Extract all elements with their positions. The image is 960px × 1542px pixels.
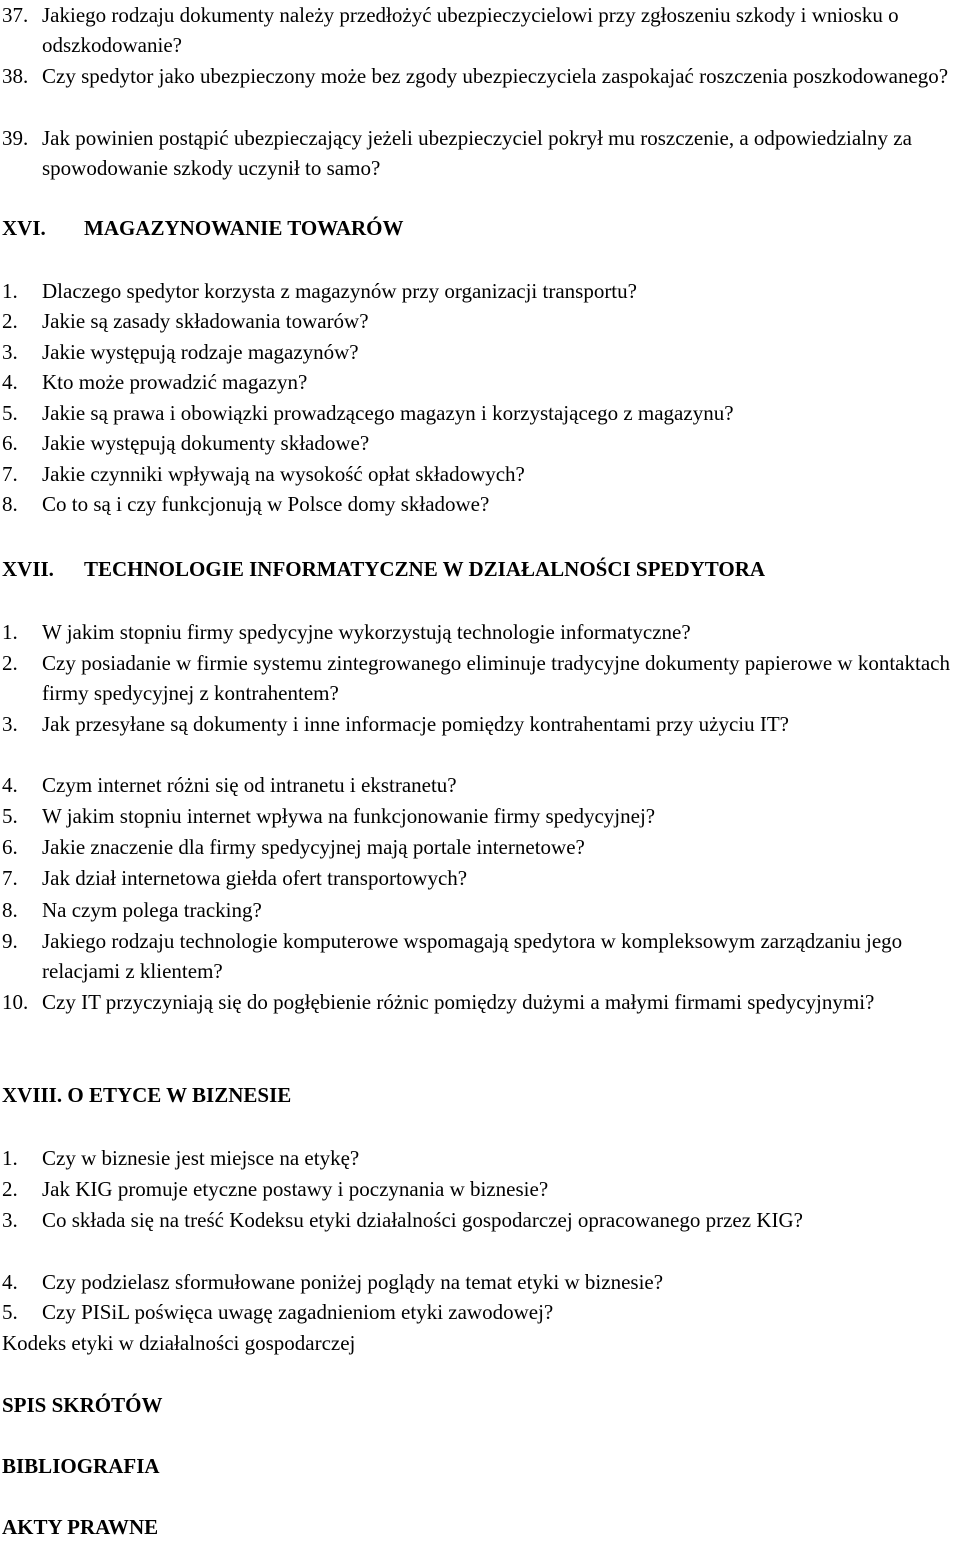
item-number: 8. [2, 492, 18, 516]
item-text: Czy PISiL poświęca uwagę zagadnieniom etyki zawodowej? [42, 1300, 554, 1324]
item-text: Co to są i czy funkcjonują w Polsce domy składowe? [42, 492, 490, 516]
item-text: Jakie występują dokumenty składowe? [42, 431, 370, 455]
item-number: 4. [2, 370, 18, 394]
item-text: Czy spedytor jako ubezpieczony może bez zgody ubezpieczyciela zaspokajać roszczenia poszkodowanego? [42, 64, 949, 88]
item-text: W jakim stopniu internet wpływa na funkcjonowanie firmy spedycyjnej? [42, 804, 656, 828]
item-text: Jak powinien postąpić ubezpieczający jeżeli ubezpieczyciel pokrył mu roszczenie, a odpowiedzialny za spowodowanie szkody uczynił to samo? [42, 126, 912, 180]
item-text: Jakiego rodzaju dokumenty należy przedłożyć ubezpieczycielowi przy zgłoszeniu szkody i wniosku o odszkodowanie? [42, 3, 899, 57]
section-title: MAGAZYNOWANIE TOWARÓW [84, 216, 404, 240]
item-text: Jakiego rodzaju technologie komputerowe wspomagają spedytora w kompleksowym zarządzaniu jego relacjami z klientem? [42, 929, 903, 983]
item-text: Dlaczego spedytor korzysta z magazynów przy organizacji transportu? [42, 279, 637, 303]
item-number: 7. [2, 462, 18, 486]
item-text: Czy IT przyczyniają się do pogłębienie różnic pomiędzy dużymi a małymi firmami spedycyjnymi? [42, 990, 875, 1014]
item-text: Czy posiadanie w firmie systemu zintegrowanego eliminuje tradycyjne dokumenty papierowe w kontaktach firmy spedycyjnej z kontrahentem? [42, 651, 950, 705]
item-text: Kto może prowadzić magazyn? [42, 370, 308, 394]
item-number: 8. [2, 898, 18, 922]
item-number: 9. [2, 929, 18, 953]
item-number: 7. [2, 866, 18, 890]
kodeks-line: Kodeks etyki w działalności gospodarczej [2, 1331, 356, 1355]
list-item [2, 0, 952, 60]
item-text: Czy w biznesie jest miejsce na etykę? [42, 1146, 360, 1170]
spis-skrotow-heading: SPIS SKRÓTÓW [2, 1393, 163, 1417]
item-number: 2. [2, 309, 18, 333]
item-text: Jakie występują rodzaje magazynów? [42, 340, 359, 364]
item-text: Jakie czynniki wpływają na wysokość opłat składowych? [42, 462, 525, 486]
akty-prawne-heading: AKTY PRAWNE [2, 1515, 159, 1539]
item-text: Jakie znaczenie dla firmy spedycyjnej mają portale internetowe? [42, 835, 585, 859]
item-number: 1. [2, 620, 18, 644]
section-heading [2, 213, 404, 243]
item-text: Czym internet różni się od intranetu i ekstranetu? [42, 773, 457, 797]
item-text: Jak przesyłane są dokumenty i inne informacje pomiędzy kontrahentami przy użyciu IT? [42, 712, 789, 736]
item-text: Jakie są zasady składowania towarów? [42, 309, 369, 333]
section-title: O ETYCE W BIZNESIE [67, 1083, 292, 1107]
item-number: 1. [2, 279, 18, 303]
section-number: XVI. [2, 216, 46, 240]
item-text: Czy podzielasz sformułowane poniżej poglądy na temat etyki w biznesie? [42, 1270, 664, 1294]
bibliografia-heading: BIBLIOGRAFIA [2, 1454, 160, 1478]
item-text: Jak dział internetowa giełda ofert transportowych? [42, 866, 468, 890]
item-number: 5. [2, 1300, 18, 1324]
item-number: 1. [2, 1146, 18, 1170]
item-text: Co składa się na treść Kodeksu etyki działalności gospodarczej opracowanego przez KIG? [42, 1208, 803, 1232]
item-number: 2. [2, 651, 18, 675]
item-number: 10. [2, 990, 29, 1014]
item-number: 4. [2, 773, 18, 797]
item-text: Jakie są prawa i obowiązki prowadzącego magazyn i korzystającego z magazynu? [42, 401, 734, 425]
item-number: 2. [2, 1177, 18, 1201]
item-number: 5. [2, 804, 18, 828]
item-number: 6. [2, 835, 18, 859]
item-number: 39. [2, 126, 29, 150]
item-number: 4. [2, 1270, 18, 1294]
list-item [2, 61, 952, 121]
item-number: 37. [2, 3, 29, 27]
section-heading [2, 1080, 291, 1110]
item-text: Na czym polega tracking? [42, 898, 262, 922]
list-item [2, 123, 952, 183]
item-number: 6. [2, 431, 18, 455]
section-title: TECHNOLOGIE INFORMATYCZNE W DZIAŁALNOŚCI SPEDYTORA [84, 557, 766, 581]
item-number: 3. [2, 1208, 18, 1232]
item-number: 3. [2, 712, 18, 736]
item-number: 38. [2, 64, 29, 88]
item-text: Jak KIG promuje etyczne postawy i poczynania w biznesie? [42, 1177, 549, 1201]
item-number: 5. [2, 401, 18, 425]
item-number: 3. [2, 340, 18, 364]
section-number: XVII. [2, 557, 54, 581]
item-text: W jakim stopniu firmy spedycyjne wykorzystują technologie informatyczne? [42, 620, 691, 644]
section-heading [2, 554, 765, 584]
section-number: XVIII. [2, 1083, 63, 1107]
